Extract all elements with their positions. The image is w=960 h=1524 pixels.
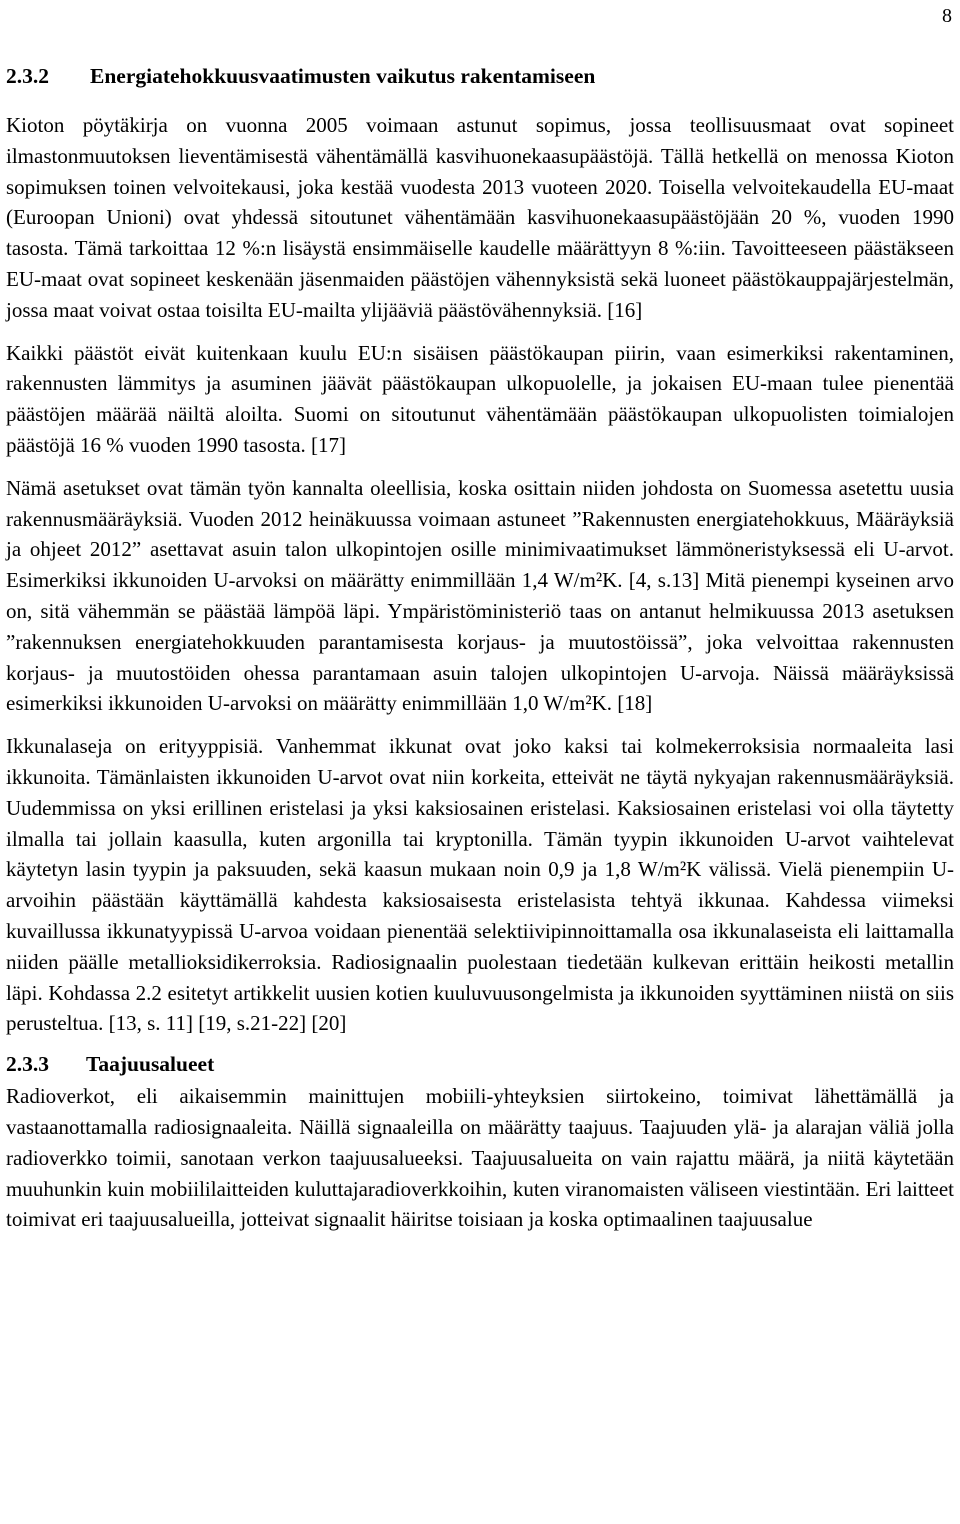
paragraph-frequency-bands: Radioverkot, eli aikaisemmin mainittujen mobiili-yhteyksien siirtokeino, toimivat lähettämällä ja vastaanottamalla radiosignaaleita. Näillä signaaleilla on määrätty taajuus. Taajuuden ylä- ja alarajan väliä jolla radioverkko toimii, sanotaan verkon taajuusalueeksi. Taajuusalueita on vain rajattu määrä, ja niitä käytetään muuhunkin kuin mobiililaitteiden kuluttajaradioverkkoihin, kuten viranomaisten väliseen viestintään. Eri laitteet toimivat eri taajuusalueilla, jotteivat signaalit häiritse toisiaan ja koska optimaalinen taajuusalue [6, 1084, 954, 1232]
document-body [6, 62, 954, 1247]
section-heading-2-3-2 [6, 62, 954, 90]
section-number: 2.3.2 [6, 64, 49, 88]
paragraph-emissions-trading: Kaikki päästöt eivät kuitenkaan kuulu EU:n sisäisen päästökaupan piirin, vaan esimerkiksi rakentaminen, rakennusten lämmitys ja asuminen jäävät päästökaupan ulkopuolelle, ja jokaisen EU-maan tulee pienentää päästöjen määrää näiltä aloilta. Suomi on sitoutunut vähentämään päästökaupan ulkopuolisten toimialojen päästöjä 16 % vuoden 1990 tasosta. [17] [6, 340, 954, 457]
section-heading-2-3-3 [6, 1049, 954, 1079]
section-title: Taajuusalueet [86, 1052, 215, 1077]
page-number: 8 [942, 5, 952, 27]
section-number: 2.3.3 [6, 1052, 49, 1077]
section-title: Energiatehokkuusvaatimusten vaikutus rakentamiseen [90, 64, 596, 88]
paragraph-kyoto-protocol: Kioton pöytäkirja on vuonna 2005 voimaan astunut sopimus, jossa teollisuusmaat ovat sopineet ilmastonmuutoksen lieventämisestä vähentämällä kasvihuonekaasupäästöjä. Tällä hetkellä on menossa Kioton sopimuksen toinen velvoitekausi, joka kestää vuodesta 2013 vuoteen 2020. Toisella velvoitekaudella EU-maat (Euroopan Unioni) ovat yhdessä sitoutunet vähentämään kasvihuonekaasupäästöjään 20 %, vuoden 1990 tasosta. Tämä tarkoittaa 12 %:n lisäystä ensimmäiselle kaudelle määrättyyn 8 %:iin. Tavoitteeseen päästäkseen EU-maat ovat sopineet keskenään jäsenmaiden päästöjen vähennyksistä sekä luoneet päästökauppajärjestelmän, jossa maat voivat ostaa toisilta EU-mailta ylijääviä päästövähennyksiä. [16] [6, 113, 954, 322]
paragraph-building-regulations: Nämä asetukset ovat tämän työn kannalta oleellisia, koska osittain niiden johdosta on Suomessa asetettu uusia rakennusmääräyksiä. Vuoden 2012 heinäkuussa voimaan astuneet ”Rakennusten energiatehokkuus, Määräyksiä ja ohjeet 2012” asettavat asuin talon ulkopintojen osille minimivaatimukset lämmöneristyksessä eli U-arvot. Esimerkiksi ikkunoiden U-arvoksi on määrätty enimmillään 1,4 W/m²K. [4, s.13] Mitä pienempi kyseinen arvo on, sitä vähemmän se päästää lämpöä läpi. Ympäristöministeriö taas on antanut helmikuussa 2013 asetuksen ”rakennuksen energiatehokkuuden parantamisesta korjaus- ja muutostöissä”, joka velvoittaa rakennusten korjaus- ja muutostöiden ohessa parantamaan asuin talojen ulkopintojen U-arvoja. Näissä määräyksissä esimerkiksi ikkunoiden U-arvoksi on määrätty enimmillään 1,0 W/m²K. [18] [6, 475, 954, 716]
paragraph-window-glass: Ikkunalaseja on erityyppisiä. Vanhemmat ikkunat ovat joko kaksi tai kolmekerroksisia normaaleita lasi ikkunoita. Tämänlaisten ikkunoiden U-arvot ovat niin korkeita, etteivät ne täytä nykyajan rakennusmääräyksiä. Uudemmissa on yksi erillinen eristelasi ja yksi kaksiosainen eristelasi. Kaksiosainen eristelasi voi olla täytetty ilmalla tai jollain kaasulla, kuten argonilla tai kryptonilla. Tämän tyypin ikkunoiden U-arvot vaihtelevat käytetyn lasin tyypin ja paksuuden, sekä kaasun mukaan noin 0,9 ja 1,8 W/m²K välissä. Vielä pienempiin U-arvoihin päästään käyttämällä kahdesta kaksiosaisesta eristelasista tehtyä ikkunaa. Kahdessa viimeksi kuvaillussa ikkunatyypissä U-arvoa voidaan pienentää selektiivipinnoittamalla osa ikkunalaseista eli laittamalla niiden päälle metallioksidikerroksia. Radiosignaalin puolestaan tiedetään kulkevan erittäin heikosti metallin läpi. Kohdassa 2.2 esitetyt artikkelit uusien kotien kuuluvuusongelmista ja ikkunoiden syyttäminen niistä on siis perusteltua. [13, s. 11] [19, s.21-22] [20] [6, 734, 954, 1036]
